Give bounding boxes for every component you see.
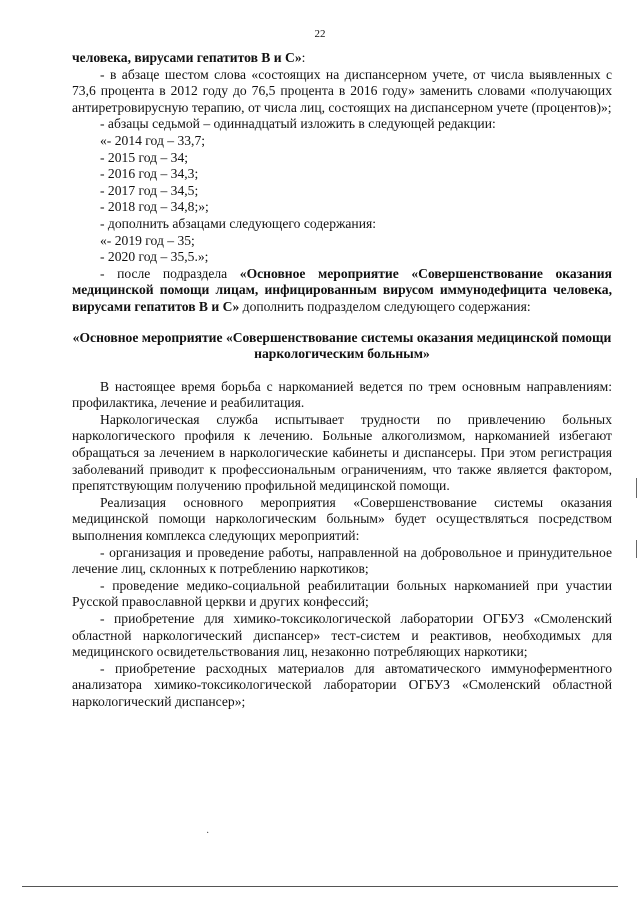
- year-item: - 2016 год – 34,3;: [100, 166, 199, 182]
- page-number: 22: [314, 28, 326, 40]
- scan-margin-mark: [636, 478, 637, 498]
- measure-item: - проведение медико-социальной реабилитации больных наркоманией при участии Русской православной церкви и других конфессий;: [72, 577, 612, 610]
- year-item: - 2017 год – 34,5;: [100, 182, 199, 198]
- year-item: «- 2014 год – 33,7;: [100, 132, 206, 148]
- body-paragraph: В настоящее время борьба с наркоманией ведется по трем основным направлениям: профилактика, лечение и реабилитация.: [72, 378, 612, 411]
- amendment-paragraphs-7-11: - абзацы седьмой – одиннадцатый изложить в следующей редакции:: [100, 116, 496, 132]
- continuation-tail: :: [301, 50, 306, 65]
- page-bottom-rule: [22, 886, 618, 887]
- scan-margin-mark: [636, 540, 637, 558]
- year-item: - 2015 год – 34;: [100, 149, 189, 165]
- measure-item: - приобретение расходных материалов для автоматического иммуноферментного анализатора химико-токсикологической лаборатории ОГБУЗ «Смоленский областной наркологический диспансер»;: [72, 660, 612, 709]
- scan-speck: ·: [206, 828, 210, 839]
- amendment-add-paragraphs: - дополнить абзацами следующего содержания:: [100, 215, 377, 231]
- continuation-line: [72, 50, 612, 67]
- section-heading: «Основное мероприятие «Совершенствование системы оказания медицинской помощи наркологическим больным»: [72, 329, 612, 362]
- measure-item: - приобретение для химико-токсикологической лаборатории ОГБУЗ «Смоленский областной наркологический диспансер» тест-систем и реактивов, необходимых для медицинского освидетельствования лиц, незаконно потребляющих наркотики;: [72, 611, 612, 660]
- measure-item: - организация и проведение работы, направленной на добровольное и принудительное лечение лиц, склонных к потреблению наркотиков;: [72, 544, 612, 577]
- subsection-title-bold: «Основное мероприятие «Совершенствование оказания медицинской помощи лицам, инфицированным вирусом иммунодефицита человека, вирусами гепатитов В и С»: [72, 265, 612, 314]
- year-item: «- 2019 год – 35;: [100, 232, 195, 248]
- subsection-pre-text: - после подраздела: [100, 265, 240, 281]
- year-item: - 2018 год – 34,8;»;: [100, 199, 209, 215]
- year-item: - 2020 год – 35,5.»;: [100, 249, 209, 265]
- body-paragraph: Реализация основного мероприятия «Совершенствование системы оказания медицинской помощи наркологическим больным» будет осуществляться посредством выполнения комплекса следующих мероприятий:: [72, 494, 612, 544]
- subsection-post-text: дополнить подразделом следующего содержания:: [239, 298, 531, 314]
- body-paragraph: Наркологическая служба испытывает трудности по привлечению больных наркологического профиля к лечению. Больные алкоголизмом, наркоманией избегают обращаться за лечением в наркологические кабинеты и диспансеры. При этом регистрация заболеваний приводит к профессиональным ограничениям, что также является фактором, препятствующим получению профильной медицинской помощи.: [72, 411, 612, 494]
- document-body: [72, 50, 612, 711]
- continuation-bold-text: человека, вирусами гепатитов В и С»: [72, 50, 302, 65]
- amendment-add-subsection: [72, 266, 612, 316]
- amendment-paragraph-6: - в абзаце шестом слова «состоящих на диспансерном учете, от числа выявленных с 73,6 процента в 2012 году до 76,5 процента в 2016 году» заменить словами «получающих антиретровирусную терапию, от числа лиц, состоящих на диспансерном учете (процентов)»;: [72, 66, 612, 115]
